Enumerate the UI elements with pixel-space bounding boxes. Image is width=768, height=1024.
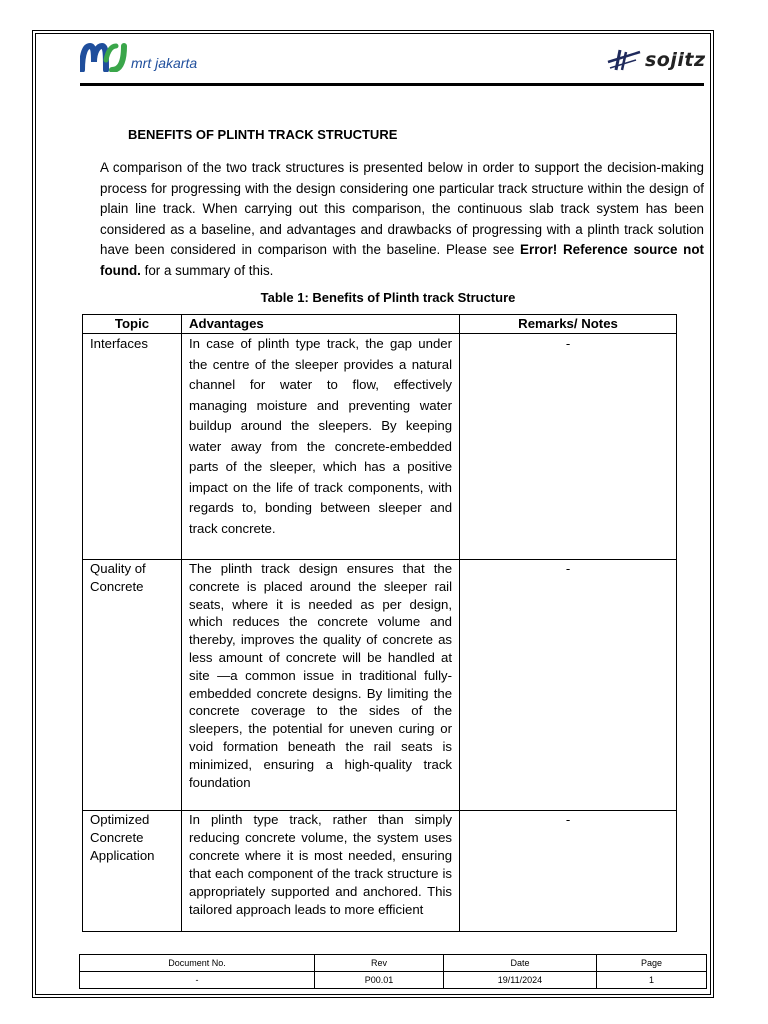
table-caption: Table 1: Benefits of Plinth track Structure bbox=[260, 290, 516, 305]
sojitz-logo bbox=[606, 48, 706, 72]
intro-text-end: for a summary of this. bbox=[140, 262, 274, 278]
sojitz-wordmark: sojitz bbox=[645, 49, 706, 71]
intro-text: A comparison of the two track structures is presented below in order to support the decision-making process for progressing with the design considering one particular track structure within the design of plain line track. When carrying out this comparison, the continuous slab track system has been considered as a baseline, and advantages and drawbacks of progressing with a plinth track solution have been considered in comparison with the baseline. Please see bbox=[100, 160, 704, 257]
advantages-cell bbox=[182, 334, 460, 560]
advantages-text: The plinth track design ensures that the concrete is placed around the sleeper rail seats, where it is needed as per design, which reduces the concrete volume and thereby, improves the quality of concrete as less amount of concrete will be handled at site —a common issue in traditional fully-embedded concrete designs. By limiting the concrete coverage to the sides of the sleepers, the potential for uneven curing or void formation beneath the rail seats is minimized, ensuring a high-quality track foundation bbox=[189, 561, 453, 790]
header-advantages: Advantages bbox=[182, 315, 460, 334]
section-title: BENEFITS OF PLINTH TRACK STRUCTURE bbox=[128, 127, 398, 142]
table-row bbox=[83, 811, 677, 932]
header-divider bbox=[80, 83, 704, 86]
topic-cell: Optimized Concrete Application bbox=[83, 811, 182, 932]
footer-value-row bbox=[80, 972, 707, 989]
reference-error-text: Error! Reference source not found. bbox=[100, 242, 704, 278]
footer-date-value: 19/11/2024 bbox=[444, 972, 597, 989]
table-row bbox=[83, 334, 677, 560]
remarks-cell: - bbox=[460, 811, 677, 932]
mrt-jakarta-logo bbox=[80, 42, 197, 72]
topic-cell: Interfaces bbox=[83, 334, 182, 560]
mrt-jakarta-logo-icon bbox=[80, 42, 128, 72]
remarks-cell: - bbox=[460, 334, 677, 560]
benefits-table bbox=[82, 314, 677, 932]
footer-rev-label: Rev bbox=[315, 955, 444, 972]
mrt-jakarta-wordmark: mrt jakarta bbox=[131, 55, 198, 71]
footer-date-label: Date bbox=[444, 955, 597, 972]
table-row bbox=[83, 560, 677, 811]
footer-doc-no-value: - bbox=[80, 972, 315, 989]
footer-page-label: Page bbox=[597, 955, 707, 972]
sojitz-logo-icon bbox=[606, 48, 642, 72]
document-footer-table bbox=[79, 954, 707, 989]
footer-rev-value: P00.01 bbox=[315, 972, 444, 989]
footer-label-row bbox=[80, 955, 707, 972]
advantages-cell bbox=[182, 560, 460, 811]
topic-cell: Quality of Concrete bbox=[83, 560, 182, 811]
header-topic: Topic bbox=[83, 315, 182, 334]
table-header-row bbox=[83, 315, 677, 334]
footer-page-value: 1 bbox=[597, 972, 707, 989]
advantages-text: In plinth type track, rather than simply reducing concrete volume, the system uses concrete where it is most needed, ensuring that each component of the track structure is appropriately supported and anchored. This tailored approach leads to more efficient bbox=[189, 812, 453, 917]
header-remarks: Remarks/ Notes bbox=[460, 315, 677, 334]
advantages-text: In case of plinth type track, the gap under the centre of the sleeper provides a natural channel for water to flow, effectively managing moisture and preventing water buildup around the sleepers. By keeping water away from the concrete-embedded parts of the sleeper, which has a positive impact on the life of track components, with regards to, bonding between sleeper and track concrete. bbox=[189, 336, 453, 536]
remarks-cell: - bbox=[460, 560, 677, 811]
footer-doc-no-label: Document No. bbox=[80, 955, 315, 972]
advantages-cell bbox=[182, 811, 460, 932]
intro-paragraph bbox=[100, 158, 704, 281]
